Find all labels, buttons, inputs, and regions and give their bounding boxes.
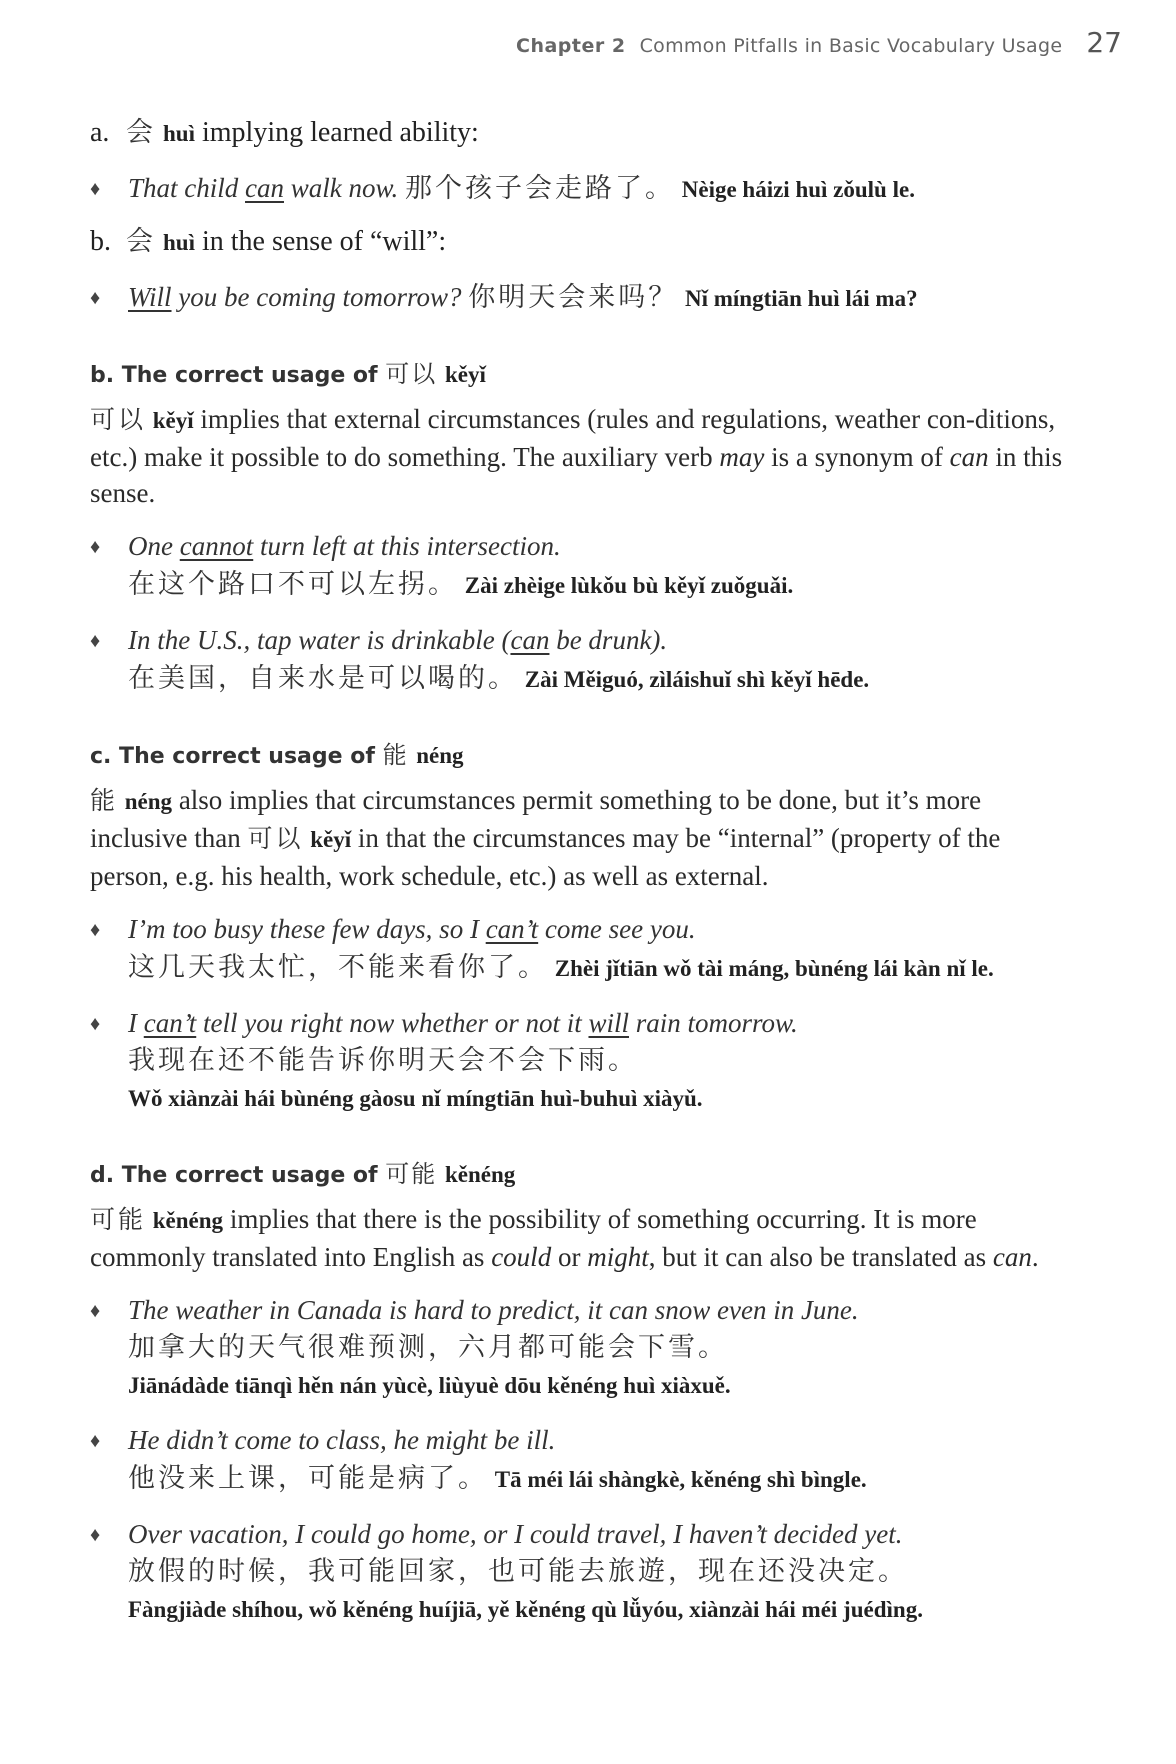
hanzi: 可以 xyxy=(247,824,304,853)
english-text: you be coming tomorrow? xyxy=(171,282,462,312)
pinyin-sentence: Zhèi jǐtiān wǒ tài máng, bùnéng lái kàn nǐ le. xyxy=(554,956,994,981)
example-item xyxy=(90,527,1070,605)
section-paragraph xyxy=(90,1201,1070,1275)
chapter-label: Chapter 2 xyxy=(516,35,626,57)
hanzi: 会 xyxy=(126,226,156,257)
italic-term: might xyxy=(587,1242,649,1272)
section-paragraph xyxy=(90,782,1070,894)
english-text: One xyxy=(128,531,180,561)
example-item xyxy=(90,621,1070,699)
pinyin-sentence: Nǐ míngtiān huì lái ma? xyxy=(685,286,918,311)
english-sentence: The weather in Canada is hard to predict, it can snow even in June. xyxy=(128,1295,859,1325)
english-underlined: can’t xyxy=(143,1008,197,1038)
chinese-sentence: 你明天会来吗？ xyxy=(468,282,679,313)
pinyin: kěyǐ xyxy=(152,408,194,433)
heading-pinyin: kěnéng xyxy=(444,1162,516,1187)
paragraph-text: implies that external circumstances (rules and regulations, weather con-ditions, etc.) make it possible to do something. The auxiliary verb xyxy=(90,404,1056,472)
english-text: I’m too busy these few days, so I xyxy=(128,914,486,944)
paragraph-text: is a synonym of xyxy=(764,442,950,472)
example-item xyxy=(90,278,1070,318)
example-item xyxy=(90,1291,1070,1405)
english-underlined: Will xyxy=(128,282,172,312)
section-heading-c xyxy=(90,735,1070,770)
heading-hanzi: 可以 xyxy=(385,360,438,388)
pinyin: huì xyxy=(163,230,195,255)
paragraph-text: , but it can also be translated as xyxy=(648,1242,993,1272)
section-paragraph xyxy=(90,401,1070,511)
running-head xyxy=(516,26,1122,59)
chinese-sentence: 在美国，自来水是可以喝的。 xyxy=(128,663,518,694)
heading-text: b. The correct usage of xyxy=(90,363,378,388)
pinyin-sentence: Jiānádàde tiānqì hěn nán yùcè, liùyuè dōu kěnéng huì xiàxuě. xyxy=(128,1373,731,1398)
example-item xyxy=(90,1421,1070,1499)
english-sentence: Over vacation, I could go home, or I could travel, I haven’t decided yet. xyxy=(128,1519,903,1549)
hanzi: 能 xyxy=(90,786,119,815)
english-text: come see you. xyxy=(538,914,696,944)
section-heading-d xyxy=(90,1154,1070,1189)
english-underlined: cannot xyxy=(179,531,254,561)
subpoint-marker: a. xyxy=(90,117,110,148)
english-text: rain tomorrow. xyxy=(629,1008,798,1038)
pinyin: huì xyxy=(163,121,195,146)
diamond-bullet-icon: ♦ xyxy=(90,630,101,652)
pinyin-sentence: Zài Měiguó, zìláishuǐ shì kěyǐ hēde. xyxy=(524,667,870,692)
hanzi: 会 xyxy=(126,117,156,148)
example-item xyxy=(90,910,1070,988)
example-item xyxy=(90,1515,1070,1629)
english-text: That child xyxy=(128,173,246,203)
example-item xyxy=(90,169,1070,209)
chinese-sentence: 这几天我太忙，不能来看你了。 xyxy=(128,952,548,983)
heading-text: c. The correct usage of xyxy=(90,744,375,769)
diamond-bullet-icon: ♦ xyxy=(90,1300,101,1322)
english-underlined: can xyxy=(510,625,550,655)
subpoint-marker: b. xyxy=(90,226,111,257)
subpoint-a xyxy=(90,116,1070,151)
heading-hanzi: 可能 xyxy=(385,1160,438,1188)
pinyin-sentence: Fàngjiàde shíhou, wǒ kěnéng huíjiā, yě kěnéng qù lǚyóu, xiànzài hái méi juédìng. xyxy=(128,1597,923,1622)
heading-pinyin: kěyǐ xyxy=(444,362,486,387)
pinyin: néng xyxy=(124,789,173,814)
example-item xyxy=(90,1004,1070,1118)
english-text: I xyxy=(128,1008,144,1038)
page-number: 27 xyxy=(1086,26,1122,59)
italic-term: could xyxy=(491,1242,552,1272)
chinese-sentence: 那个孩子会走路了。 xyxy=(405,173,675,204)
pinyin-sentence: Zài zhèige lùkǒu bù kěyǐ zuǒguǎi. xyxy=(464,573,794,598)
section-heading-b xyxy=(90,354,1070,389)
diamond-bullet-icon: ♦ xyxy=(90,178,101,200)
chinese-sentence: 他没来上课，可能是病了。 xyxy=(128,1463,488,1494)
paragraph-text: implies that there is the possibility of something occurring. It is more commonly translated into English as xyxy=(90,1204,977,1272)
heading-hanzi: 能 xyxy=(382,741,409,769)
english-text: turn left at this intersection. xyxy=(253,531,561,561)
hanzi: 可能 xyxy=(90,1205,147,1234)
paragraph-text: in this sense. xyxy=(90,442,1063,508)
hanzi: 可以 xyxy=(90,405,147,434)
diamond-bullet-icon: ♦ xyxy=(90,1524,101,1546)
italic-term: may xyxy=(719,442,765,472)
subpoint-b xyxy=(90,225,1070,260)
paragraph-text: in that the circumstances may be “internal” (property of the person, e.g. his health, work schedule, etc.) as well as external. xyxy=(90,823,1001,891)
chinese-sentence: 在这个路口不可以左拐。 xyxy=(128,569,458,600)
heading-text: d. The correct usage of xyxy=(90,1163,378,1188)
chinese-sentence: 放假的时候，我可能回家，也可能去旅遊，现在还没决定。 xyxy=(128,1556,908,1587)
english-sentence: He didn’t come to class, he might be ill. xyxy=(128,1425,556,1455)
diamond-bullet-icon: ♦ xyxy=(90,919,101,941)
pinyin-sentence: Tā méi lái shàngkè, kěnéng shì bìngle. xyxy=(494,1467,867,1492)
chapter-title: Common Pitfalls in Basic Vocabulary Usage xyxy=(639,35,1063,57)
paragraph-text: also implies that circumstances permit something to be done, but it’s more inclusive than xyxy=(90,785,982,853)
english-text: walk now. xyxy=(284,173,399,203)
diamond-bullet-icon: ♦ xyxy=(90,536,101,558)
english-text: tell you right now whether or not it xyxy=(196,1008,589,1038)
diamond-bullet-icon: ♦ xyxy=(90,1013,101,1035)
italic-term: can xyxy=(949,442,989,472)
page-content xyxy=(90,116,1070,1645)
chinese-sentence: 加拿大的天气很难预测，六月都可能会下雪。 xyxy=(128,1332,728,1363)
english-underlined: will xyxy=(588,1008,629,1038)
english-underlined: can’t xyxy=(485,914,539,944)
paragraph-text: or xyxy=(551,1242,588,1272)
diamond-bullet-icon: ♦ xyxy=(90,1430,101,1452)
paragraph-text: . xyxy=(1031,1242,1039,1272)
english-underlined: can xyxy=(245,173,284,203)
pinyin-sentence: Nèige háizi huì zǒulù le. xyxy=(681,177,915,202)
pinyin: kěyǐ xyxy=(310,827,352,852)
subpoint-text: in the sense of “will”: xyxy=(194,226,447,257)
diamond-bullet-icon: ♦ xyxy=(90,287,101,309)
chinese-sentence: 我现在还不能告诉你明天会不会下雨。 xyxy=(128,1045,638,1076)
subpoint-text: implying learned ability: xyxy=(194,117,479,148)
italic-term: can xyxy=(992,1242,1032,1272)
pinyin: kěnéng xyxy=(152,1208,224,1233)
pinyin-sentence: Wǒ xiànzài hái bùnéng gàosu nǐ míngtiān huì-buhuì xiàyǔ. xyxy=(128,1086,703,1111)
english-text: In the U.S., tap water is drinkable ( xyxy=(128,625,511,655)
english-text: be drunk). xyxy=(549,625,668,655)
heading-pinyin: néng xyxy=(416,743,464,768)
